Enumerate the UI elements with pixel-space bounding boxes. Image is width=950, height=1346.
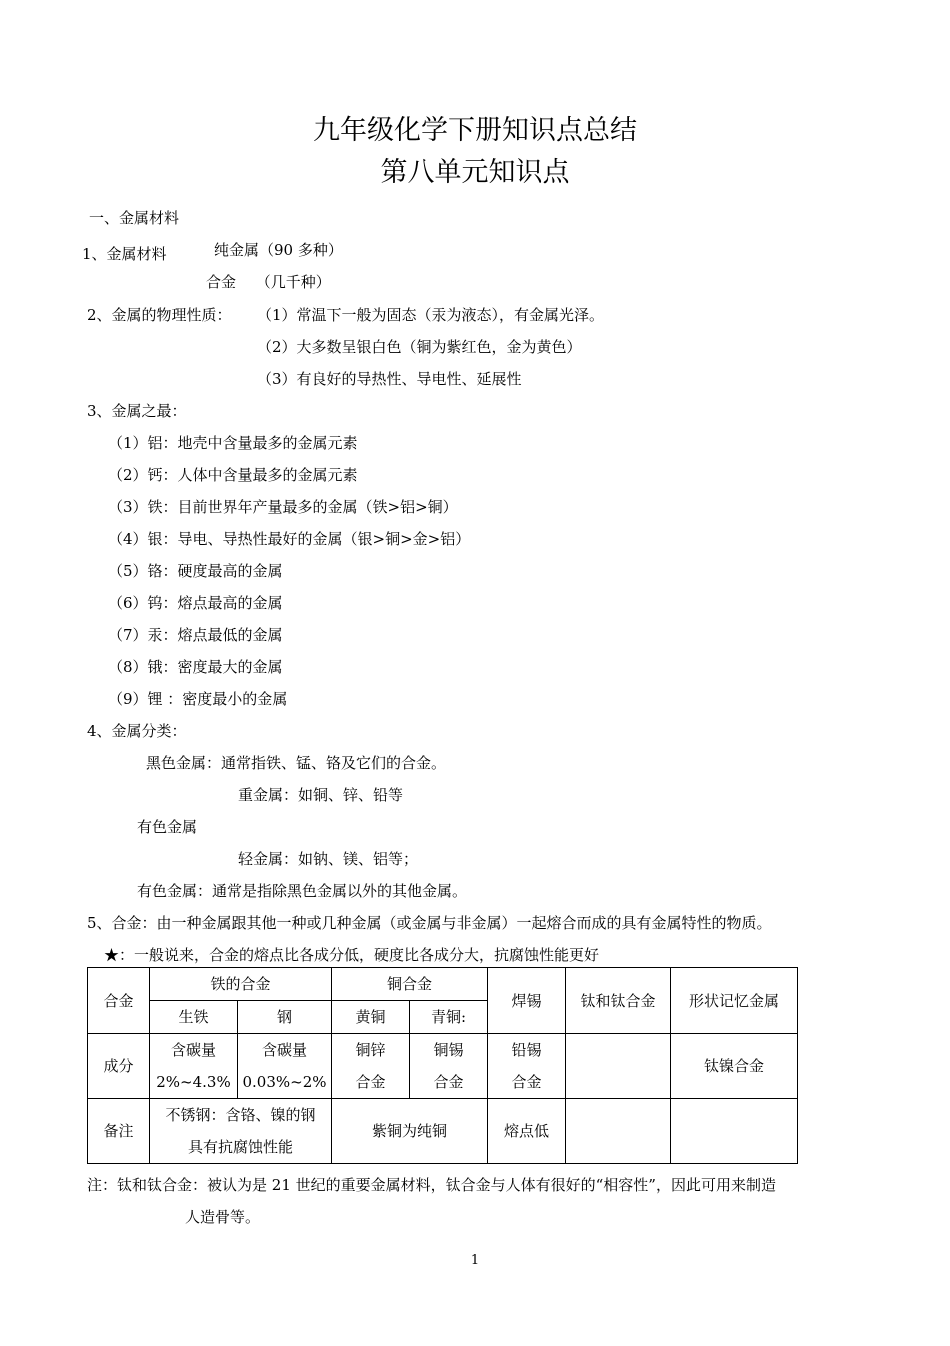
header-solder: 焊锡 <box>488 968 566 1034</box>
item1-alloy: 合金 （几千种） <box>206 273 331 291</box>
header-brass: 黄铜 <box>332 1001 410 1034</box>
item5-alloy-def: 5、合金：由一种金属跟其他一种或几种金属（或金属与非金属）一起熔合而成的具有金属特性的物质。 <box>87 914 772 932</box>
light-metal-def: 轻金属：如钠、镁、铝等； <box>238 850 419 868</box>
item4-label: 4、金属分类： <box>87 722 187 740</box>
header-copper-alloy: 铜合金 <box>332 968 488 1001</box>
row-label-composition: 成分 <box>88 1034 150 1099</box>
cell-titanium-remarks <box>566 1099 671 1164</box>
item2-line: （2）大多数呈银白色（铜为紫红色，金为黄色） <box>257 338 582 356</box>
cell-solder-composition: 铅锡 合金 <box>488 1034 566 1099</box>
cell-copper-remarks: 紫铜为纯铜 <box>332 1099 488 1164</box>
header-pig-iron: 生铁 <box>150 1001 238 1034</box>
header-titanium: 钛和钛合金 <box>566 968 671 1034</box>
header-iron-alloy: 铁的合金 <box>150 968 332 1001</box>
note-line-1: 注：钛和钛合金：被认为是 21 世纪的重要金属材料，钛合金与人体有很好的“相容性”，因此可用来制造 <box>87 1176 776 1194</box>
header-alloy: 合金 <box>88 968 150 1034</box>
row-label-remarks: 备注 <box>88 1099 150 1164</box>
colored-metal-label: 有色金属 <box>137 818 198 836</box>
note-line-2: 人造骨等。 <box>185 1208 261 1226</box>
item1-label: 1、金属材料 <box>82 245 167 263</box>
alloy-table <box>87 967 798 1164</box>
header-steel: 钢 <box>238 1001 332 1034</box>
item3-label: 3、金属之最： <box>87 402 187 420</box>
cell-pig-iron-composition: 含碳量 2%~4.3% <box>150 1034 238 1099</box>
cell-steel-composition: 含碳量 0.03%~2% <box>238 1034 332 1099</box>
cell-bronze-composition: 铜锡 合金 <box>410 1034 488 1099</box>
item2-label: 2、金属的物理性质： <box>87 306 232 324</box>
cell-titanium-composition <box>566 1034 671 1099</box>
item2-line: （3）有良好的导热性、导电性、延展性 <box>257 370 522 388</box>
page-title: 九年级化学下册知识点总结 <box>313 115 637 146</box>
superlative-line: （4）银：导电、导热性最好的金属（银>铜>金>铝） <box>108 530 471 548</box>
superlative-line: （6）钨：熔点最高的金属 <box>108 594 283 612</box>
star-note: ★：一般说来，合金的熔点比各成分低，硬度比各成分大，抗腐蚀性能更好 <box>104 946 600 964</box>
superlative-line: （9）锂 ：密度最小的金属 <box>108 690 288 708</box>
superlative-line: （3）铁：目前世界年产量最多的金属（铁>铝>铜） <box>108 498 458 516</box>
cell-shape-memory-composition: 钛镍合金 <box>671 1034 798 1099</box>
header-shape-memory: 形状记忆金属 <box>671 968 798 1034</box>
header-bronze: 青铜: <box>410 1001 488 1034</box>
cell-solder-remarks: 熔点低 <box>488 1099 566 1164</box>
cell-brass-composition: 铜锌 合金 <box>332 1034 410 1099</box>
cell-shape-memory-remarks <box>671 1099 798 1164</box>
section-heading: 一、金属材料 <box>89 209 180 227</box>
item1-pure-metal: 纯金属（90 多种） <box>214 241 343 259</box>
page-number: 1 <box>470 1253 480 1268</box>
black-metal-def: 黑色金属：通常指铁、锰、铬及它们的合金。 <box>146 754 447 772</box>
colored-metal-def: 有色金属：通常是指除黑色金属以外的其他金属。 <box>137 882 468 900</box>
superlative-line: （1）铝：地壳中含量最多的金属元素 <box>108 434 358 452</box>
superlative-line: （8）锇：密度最大的金属 <box>108 658 283 676</box>
item2-line: （1）常温下一般为固态（汞为液态），有金属光泽。 <box>257 306 605 324</box>
heavy-metal-def: 重金属：如铜、锌、铅等 <box>238 786 404 804</box>
superlative-line: （2）钙：人体中含量最多的金属元素 <box>108 466 358 484</box>
superlative-line: （7）汞：熔点最低的金属 <box>108 626 283 644</box>
superlative-line: （5）铬：硬度最高的金属 <box>108 562 283 580</box>
page-subtitle: 第八单元知识点 <box>380 157 570 188</box>
cell-iron-remarks: 不锈钢：含铬、镍的钢 具有抗腐蚀性能 <box>150 1099 332 1164</box>
